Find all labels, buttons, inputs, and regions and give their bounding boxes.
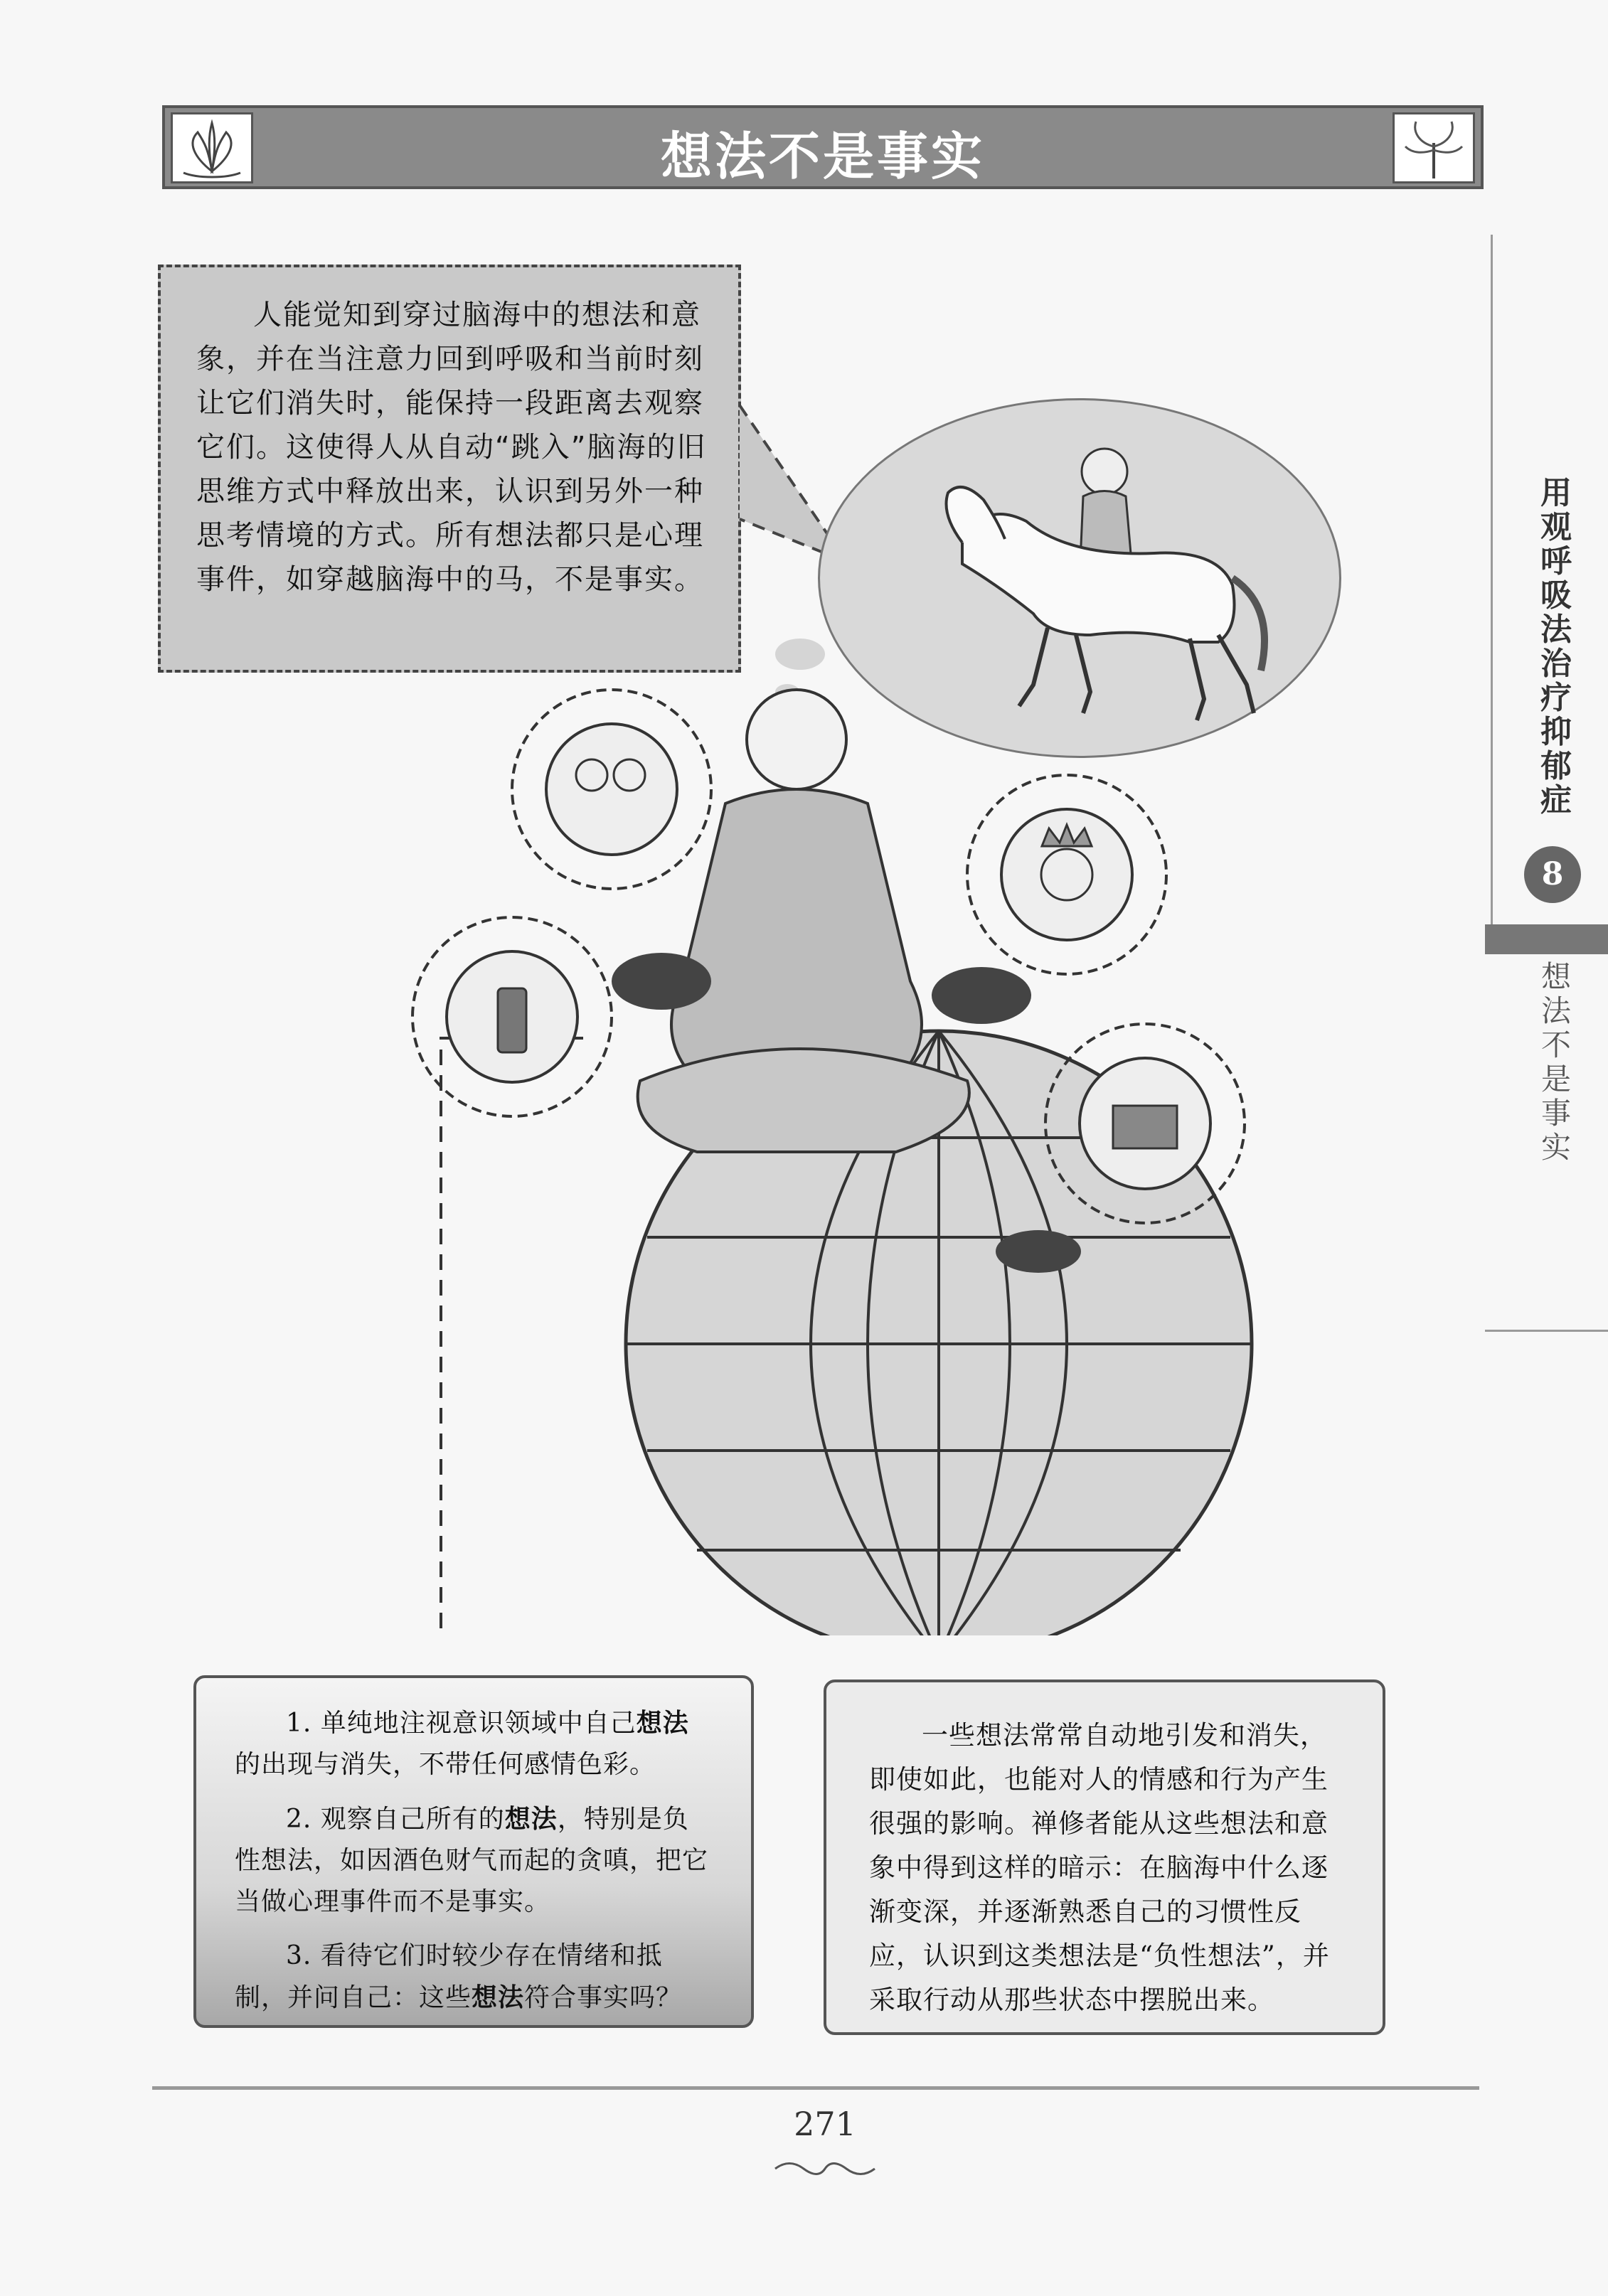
book-title-char: 郁 [1540,748,1572,784]
book-title-char: 观 [1540,509,1572,545]
book-title-vertical [1528,476,1585,818]
footer-ornament-icon [768,2154,882,2183]
thought-dot-large [775,639,825,670]
page-number: 271 [794,2105,856,2143]
tree-illustration [1393,112,1475,183]
step-1: 1. 单纯地注视意识领域中自己想法的出现与消失，不带任何感情色彩。 [235,1708,689,1779]
practice-steps-box [193,1675,754,2028]
book-title-char: 呼 [1540,543,1572,580]
book-title-char: 治 [1540,646,1572,682]
explanation-box [824,1680,1385,2035]
rail-divider [1491,235,1493,924]
page-title: 想法不是事实 [660,127,985,186]
section-title-char: 想 [1540,959,1571,994]
intro-callout [158,265,741,673]
section-title-char: 实 [1540,1130,1571,1165]
book-title-char: 疗 [1540,680,1572,716]
side-rail [1485,235,1608,1330]
rail-separator-bar [1485,924,1608,954]
section-title-vertical [1531,960,1581,1165]
book-title-char: 用 [1540,475,1572,511]
chapter-banner [162,105,1484,189]
section-title-char: 法 [1540,993,1571,1028]
book-title-char: 抑 [1540,714,1572,750]
explanation-text: 一些想法常常自动地引发和消失，即使如此，也能对人的情感和行为产生很强的影响。禅修者能从这些想法和意象中得到这样的暗示：在脑海中什么逐渐变深，并逐渐熟悉自己的习惯性反应，认识到这类想法是“负性想法”，并采取行动从那些状态中摆脱出来。 [869,1720,1330,2015]
intro-text: 人能觉知到穿过脑海中的想法和意象，并在当注意力回到呼吸和当前时刻让它们消失时，能保持一段距离去观察它们。这使得人从自动“跳入”脑海的旧思维方式中释放出来，认识到另外一种思考情境的方式。所有想法都只是心理事件，如穿越脑海中的马，不是事实。 [196,299,707,596]
section-title-char: 事 [1540,1096,1571,1131]
step-3: 3. 看待它们时较少存在情绪和抵制，并问自己：这些想法符合事实吗？ [235,1941,683,2012]
book-title-char: 症 [1540,782,1572,818]
section-title-char: 不 [1540,1027,1571,1062]
footer-rule [152,2086,1479,2090]
chapter-number-badge: 8 [1524,846,1581,903]
section-title-char: 是 [1540,1062,1571,1096]
book-title-char: 吸 [1540,577,1572,614]
meditation-globe-illustration [398,683,1323,1635]
rail-bottom-divider [1485,1330,1608,1332]
step-2: 2. 观察自己所有的想法，特别是负性想法，如因酒色财气而起的贪嗔，把它当做心理事件而不是事实。 [235,1804,709,1916]
book-title-char: 法 [1540,612,1572,648]
